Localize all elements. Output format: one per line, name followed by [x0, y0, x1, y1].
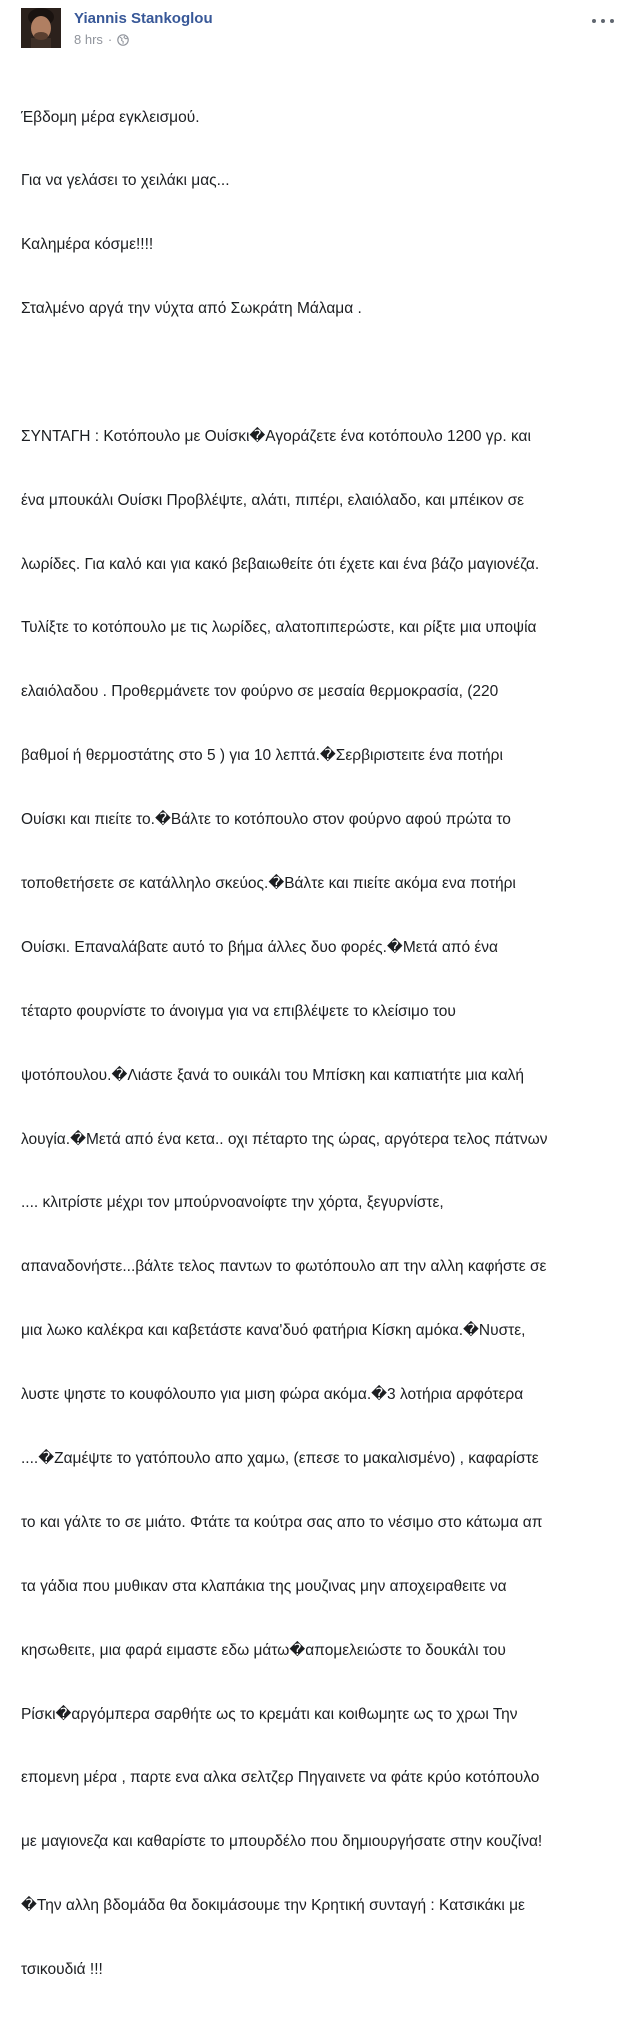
recipe-line: τσικουδιά !!! — [21, 1961, 103, 1979]
recipe-line: βαθμοί ή θερμοστάτης στο 5 ) για 10 λεπτά.�Σερβιριστειτε ένα ποτήρι — [21, 747, 503, 765]
recipe-line: επομενη μέρα , παρτε ενα αλκα σελτζερ Πηγαινετε να φάτε κρύο κοτόπουλο — [21, 1769, 540, 1787]
recipe-line: ένα μπουκάλι Ουίσκι Προβλέψτε, αλάτι, πιπέρι, ελαιόλαδο, και μπέικον σε — [21, 491, 525, 509]
recipe-line: ελαιόλαδου . Προθερμάνετε τον φούρνο σε μεσαία θερμοκρασία, (220 — [21, 683, 499, 701]
globe-icon[interactable] — [117, 34, 129, 46]
recipe-line: τοποθετήσετε σε κατάλληλο σκεύος.�Βάλτε και πιείτε ακόμα ενα ποτήρι — [21, 874, 516, 892]
recipe-line: Τυλίξτε το κοτόπουλο με τις λωρίδες, αλατοπιπερώστε, και ρίξτε μια υποψία — [21, 619, 537, 637]
recipe-line: το και γάλτε το σε μιάτο. Φτάτε τα κούτρα σας απο το νέσιμο στο κάτωμα απ — [21, 1513, 543, 1531]
recipe-line: ΣΥΝΤΑΓΗ : Κοτόπουλο με Ουίσκι�Αγοράζετε ένα κοτόπουλο 1200 γρ. και — [21, 427, 531, 445]
recipe-line: απαναδονήστε...βάλτε τελος παντων το φωτόπουλο απ την αλλη καφήστε σε — [21, 1258, 547, 1276]
recipe-line: .... κλιτρίστε μέχρι τον μπούρνοανοίφτε την χόρτα, ξεγυρνίστε, — [21, 1194, 444, 1212]
recipe-line: λυστε ψηστε το κουφόλουπο για μιση φώρα ακόμα.�3 λοτήρια αρφότερα — [21, 1386, 524, 1404]
recipe-line: κησωθειτε, μια φαρά ειμαστε εδω μάτω�απομελειώστε το δουκάλι του — [21, 1641, 506, 1659]
recipe-line: Ουίσκι και πιείτε το.�Βάλτε το κοτόπουλο στον φούρνο αφού πρώτα το — [21, 811, 511, 829]
recipe-paragraph — [21, 383, 617, 2023]
recipe-line: ψοτόπουλου.�Λιάστε ξανά το ουικάλι του Μπίσκη και καπιατήτε μια καλή — [21, 1066, 525, 1084]
author-avatar[interactable] — [21, 8, 61, 48]
recipe-line: με μαγιονεζα και καθαρίστε το μπουρδέλο που δημιουργήσατε στην κουζίνα! — [21, 1833, 543, 1851]
intro-line: Καλημέρα κόσμε!!!! — [21, 236, 154, 254]
post-meta — [74, 32, 129, 47]
recipe-line: τέταρτο φουρνίστε το άνοιγμα για να επιβλέψετε το κλείσιμο του — [21, 1002, 456, 1020]
post-header — [21, 8, 626, 54]
recipe-line: λουγία.�Μετά από ένα κετα.. οχι πέταρτο της ώρας, αργότερα τελος πάτνων — [21, 1130, 548, 1148]
recipe-line: �Την αλλη βδομάδα θα δοκιμάσουμε την Κρητική συνταγή : Κατσικάκι με — [21, 1897, 525, 1915]
intro-line: Σταλμένο αργά την νύχτα από Σωκράτη Μάλαμα . — [21, 300, 362, 318]
more-options-icon[interactable] — [592, 14, 614, 28]
intro-line: Έβδομη μέρα εγκλεισμού. — [21, 108, 200, 126]
recipe-line: τα γάδια που μυθικαν στα κλαπάκια της μουζινας μην αποχειραθειτε να — [21, 1577, 507, 1595]
recipe-line: λωρίδες. Για καλό και για κακό βεβαιωθείτε ότι έχετε και ένα βάζο μαγιονέζα. — [21, 555, 540, 573]
recipe-line: ....�Ζαμέψτε το γατόπουλο απο χαμω, (επεσε το μακαλισμένο) , καφαρίστε — [21, 1450, 539, 1467]
intro-line: Για να γελάσει το χειλάκι μας... — [21, 172, 230, 190]
intro-paragraph — [21, 64, 617, 362]
post-body — [21, 64, 617, 2044]
author-name[interactable]: Yiannis Stankoglou — [74, 10, 213, 27]
meta-separator: · — [107, 32, 113, 47]
recipe-line: μια λωκο καλέκρα και καβετάστε κανα'δυό φατήρια Κίσκη αμόκα.�Νυστε, — [21, 1322, 526, 1340]
post-timestamp[interactable]: 8 hrs — [74, 32, 103, 47]
avatar-photo — [21, 8, 61, 48]
recipe-line: Ρίσκι�αργόμπερα σαρθήτε ως το κρεμάτι και κοιθωμητε ως το χρωι Την — [21, 1705, 518, 1723]
recipe-line: Ουίσκι. Επαναλάβατε αυτό το βήμα άλλες δυο φορές.�Μετά από ένα — [21, 938, 499, 956]
